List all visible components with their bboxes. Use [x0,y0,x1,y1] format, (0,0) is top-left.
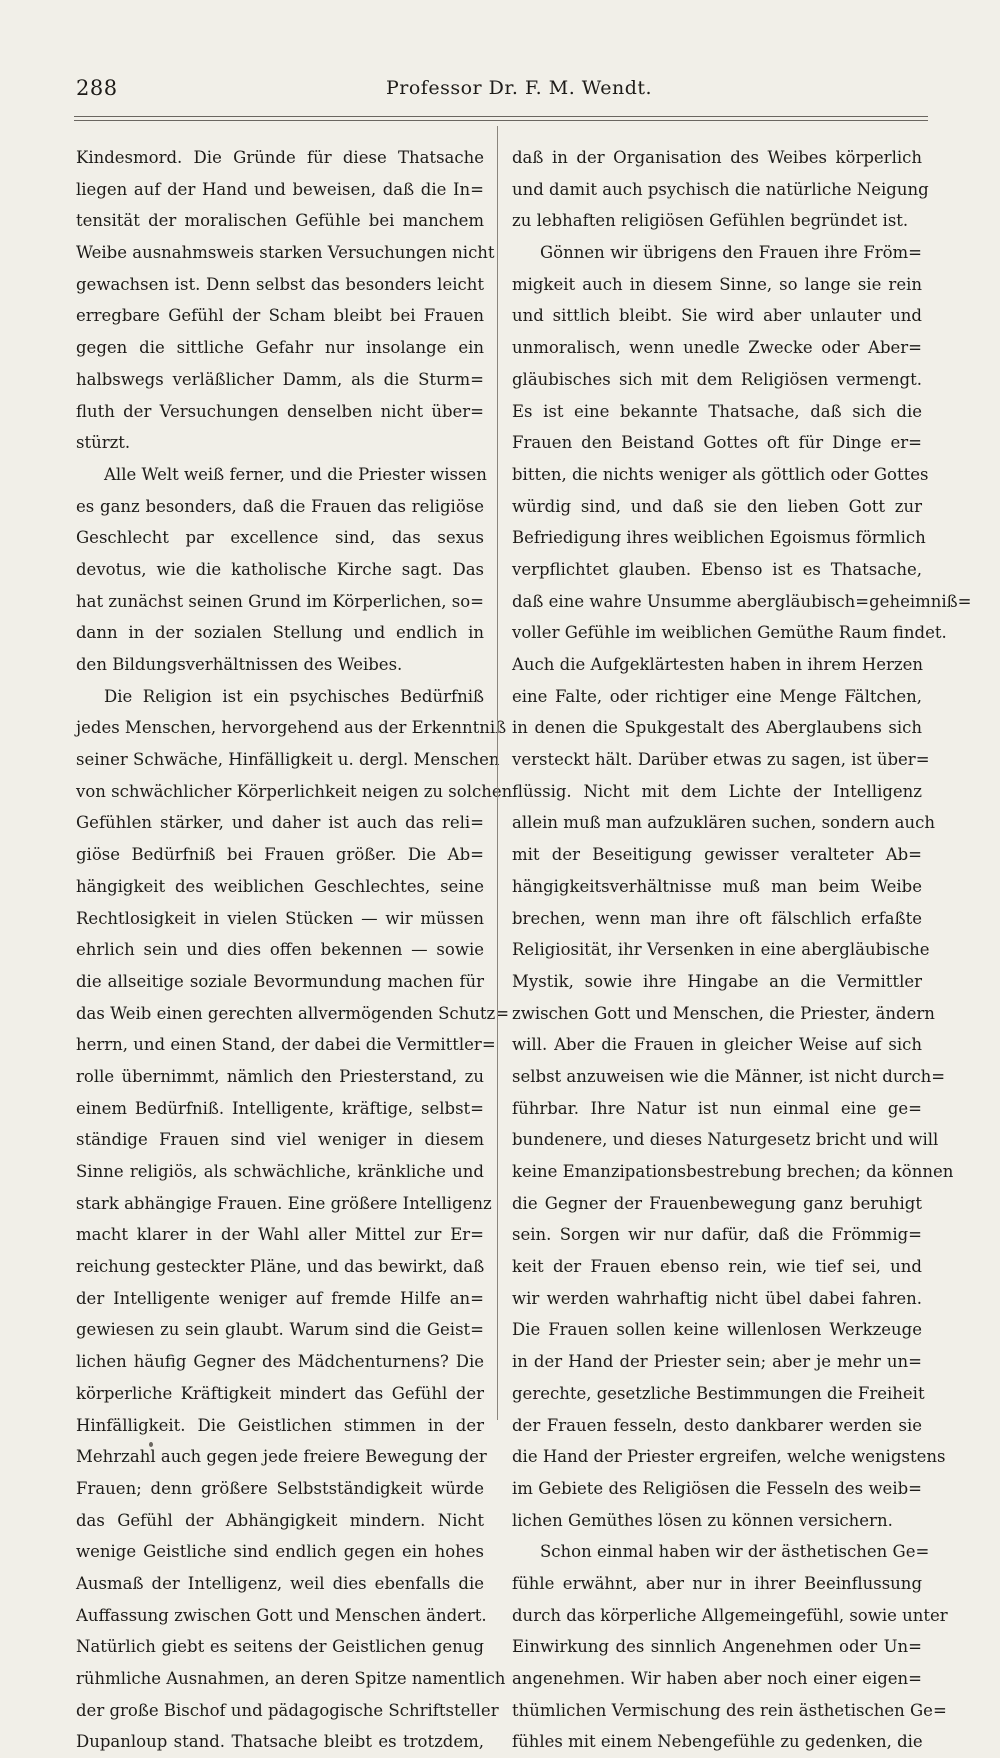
text-line: selbst anzuweisen wie die Männer, ist nicht durch= [512,1066,946,1086]
text-line: Frauen den Beistand Gottes oft für Dinge er= [512,433,922,453]
text-line: eine Falte, oder richtiger eine Menge Fältchen, [512,686,922,706]
text-line: angenehmen. Wir haben aber noch einer eigen= [512,1669,922,1688]
text-line: seiner Schwäche, Hinfälligkeit u. dergl. Menschen [76,750,500,770]
text-line: thümlichen Vermischung des rein ästhetischen Ge= [512,1700,947,1720]
text-line: liegen auf der Hand und beweisen, daß die In= [76,179,484,199]
text-line: hat zunächst seinen Grund im Körperlichen, so= [76,591,484,611]
text-line: bitten, die nichts weniger als göttlich oder Gottes [512,464,929,484]
text-line: sein. Sorgen wir nur dafür, daß die Frömmig= [512,1225,922,1245]
ink-speck [149,1442,153,1447]
text-line: Gefühlen stärker, und daher ist auch das reli= [76,813,484,833]
text-line: verpflichtet glauben. Ebenso ist es Thatsache, [512,559,922,579]
text-line: macht klarer in der Wahl aller Mittel zur Er= [76,1225,484,1245]
text-line: gläubisches sich mit dem Religiösen vermengt. [512,369,922,389]
text-line: lichen häufig Gegner des Mädchenturnens? Die [76,1352,484,1372]
text-line: tensität der moralischen Gefühle bei manchem [76,211,484,231]
text-line: allein muß man aufzuklären suchen, sondern auch [512,813,936,833]
text-line: jedes Menschen, hervorgehend aus der Erkenntniß [76,718,507,738]
text-line: einem Bedürfniß. Intelligente, kräftige, selbst= [76,1098,484,1118]
text-line: giöse Bedürfniß bei Frauen größer. Die Ab= [76,845,484,865]
header-rule [74,116,928,117]
text-line: Kindesmord. Die Gründe für diese Thatsache [76,148,484,167]
text-line: lichen Gemüthes lösen zu können versichern. [512,1510,893,1530]
text-line: gewachsen ist. Denn selbst das besonders leicht [76,274,484,294]
text-line: gegen die sittliche Gefahr nur insolange ein [76,338,484,358]
text-line: der Frauen fesseln, desto dankbarer werden sie [512,1415,922,1435]
text-line: erregbare Gefühl der Scham bleibt bei Frauen [76,306,484,326]
text-line: daß in der Organisation des Weibes körperlich [512,148,922,167]
text-line: wir werden wahrhaftig nicht übel dabei fahren. [512,1288,922,1308]
text-line: Schon einmal haben wir der ästhetischen Ge= [540,1542,930,1562]
text-line: Rechtlosigkeit in vielen Stücken — wir müssen [76,908,484,928]
text-line: und sittlich bleibt. Sie wird aber unlauter und [512,306,922,326]
text-line: hängigkeitsverhältnisse muß man beim Weibe [512,876,922,896]
text-line: keine Emanzipationsbestrebung brechen; da können [512,1162,954,1181]
text-line: stark abhängige Frauen. Eine größere Intelligenz [76,1193,492,1213]
text-line: das Gefühl der Abhängigkeit mindern. Nicht [76,1510,484,1530]
text-line: im Gebiete des Religiösen die Fesseln des weib= [512,1478,922,1498]
text-line: zu lebhaften religiösen Gefühlen begründet ist. [512,211,909,231]
left-column [76,142,513,1758]
text-line: stürzt. [76,433,131,453]
text-line: Auch die Aufgeklärtesten haben in ihrem Herzen [512,655,923,674]
text-line: Frauen; denn größere Selbstständigkeit würde [76,1478,484,1498]
text-line: herrn, und einen Stand, der dabei die Vermittler= [76,1035,496,1055]
running-head: Professor Dr. F. M. Wendt. [386,77,653,99]
text-line: Hinfälligkeit. Die Geistlichen stimmen in der [76,1415,484,1435]
text-line: Religiosität, ihr Versenken in eine abergläubische [512,940,930,960]
text-line: Geschlecht par excellence sind, das sexus [76,528,484,548]
text-line: gerechte, gesetzliche Bestimmungen die Freiheit [512,1383,925,1403]
text-line: keit der Frauen ebenso rein, wie tief sei, und [512,1257,922,1277]
text-line: hängigkeit des weiblichen Geschlechtes, seine [76,876,484,896]
text-line: rolle übernimmt, nämlich den Priesterstand, zu [76,1066,484,1086]
text-line: körperliche Kräftigkeit mindert das Gefühl der [76,1383,484,1403]
text-line: von schwächlicher Körperlichkeit neigen zu solchen [76,781,513,801]
text-line: Alle Welt weiß ferner, und die Priester wissen [104,464,487,484]
text-line: gewiesen zu sein glaubt. Warum sind die Geist= [76,1320,484,1340]
text-line: daß eine wahre Unsumme abergläubisch=geheimniß= [512,591,972,611]
text-line: es ganz besonders, daß die Frauen das religiöse [76,496,484,516]
text-line: mit der Beseitigung gewisser veralteter Ab= [512,845,922,865]
text-line: Die Frauen sollen keine willenlosen Werkzeuge [512,1320,922,1340]
text-line: brechen, wenn man ihre oft fälschlich erfaßte [512,908,922,928]
text-line: voller Gefühle im weiblichen Gemüthe Raum findet. [512,623,947,643]
text-line: Ausmaß der Intelligenz, weil dies ebenfalls die [76,1573,484,1593]
text-line: halbswegs verläßlicher Damm, als die Sturm= [76,369,484,389]
text-line: ständige Frauen sind viel weniger in diesem [76,1130,484,1150]
right-column [512,142,972,1758]
text-line: flüssig. Nicht mit dem Lichte der Intelligenz [512,781,922,801]
text-line: will. Aber die Frauen in gleicher Weise auf sich [512,1035,922,1055]
text-line: die Hand der Priester ergreifen, welche wenigstens [512,1447,946,1467]
text-line: Sinne religiös, als schwächliche, kränkliche und [76,1162,484,1181]
text-line: rühmliche Ausnahmen, an deren Spitze namentlich [76,1669,506,1688]
text-line: durch das körperliche Allgemeingefühl, sowie unter [512,1605,948,1625]
text-line: das Weib einen gerechten allvermögenden Schutz= [76,1003,510,1023]
text-line: die allseitige soziale Bevormundung machen für [76,971,484,991]
text-line: die Gegner der Frauenbewegung ganz beruhigt [512,1193,922,1213]
column-divider [497,126,498,1420]
text-line: den Bildungsverhältnissen des Weibes. [76,655,403,674]
text-line: in denen die Spukgestalt des Aberglaubens sich [512,718,922,738]
text-line: migkeit auch in diesem Sinne, so lange sie rein [512,274,922,294]
text-line: Einwirkung des sinnlich Angenehmen oder Un= [512,1637,922,1657]
text-line: Auffassung zwischen Gott und Menschen ändert. [76,1605,487,1625]
text-line: würdig sind, und daß sie den lieben Gott zur [512,496,922,516]
text-line: dann in der sozialen Stellung und endlich in [76,623,484,643]
text-line: fluth der Versuchungen denselben nicht über= [76,401,484,421]
text-line: Weibe ausnahmsweis starken Versuchungen nicht [76,243,495,263]
text-line: Mehrzahl auch gegen jede freiere Bewegung der [76,1447,487,1467]
text-line: ehrlich sein und dies offen bekennen — sowie [76,940,484,960]
text-line: Mystik, sowie ihre Hingabe an die Vermittler [512,971,922,991]
text-line: zwischen Gott und Menschen, die Priester, ändern [512,1003,935,1023]
text-line: Gönnen wir übrigens den Frauen ihre Fröm= [540,243,922,263]
text-line: versteckt hält. Darüber etwas zu sagen, ist über= [512,750,930,770]
text-line: fühles mit einem Nebengefühle zu gedenken, die [512,1732,923,1752]
text-line: in der Hand der Priester sein; aber je mehr un= [512,1352,922,1372]
text-line: wenige Geistliche sind endlich gegen ein hohes [76,1542,484,1562]
text-line: fühle erwähnt, aber nur in ihrer Beeinflussung [512,1573,922,1593]
page-number: 288 [76,76,118,100]
text-line: der große Bischof und pädagogische Schriftsteller [76,1700,499,1720]
text-line: unmoralisch, wenn unedle Zwecke oder Aber= [512,338,922,358]
text-line: Es ist eine bekannte Thatsache, daß sich die [512,401,922,421]
text-line: reichung gesteckter Pläne, und das bewirkt, daß [76,1257,485,1277]
text-line: bundenere, und dieses Naturgesetz bricht und will [512,1130,939,1150]
text-line: und damit auch psychisch die natürliche Neigung [512,179,929,199]
text-line: Befriedigung ihres weiblichen Egoismus förmlich [512,528,926,548]
text-line: Natürlich giebt es seitens der Geistlichen genug [76,1637,484,1657]
text-line: Dupanloup stand. Thatsache bleibt es trotzdem, [76,1732,484,1752]
header-rule-double [74,120,928,121]
text-line: devotus, wie die katholische Kirche sagt. Das [76,559,484,579]
text-line: führbar. Ihre Natur ist nun einmal eine ge= [512,1098,922,1118]
text-line: der Intelligente weniger auf fremde Hilfe an= [76,1288,484,1308]
text-line: Die Religion ist ein psychisches Bedürfniß [104,686,484,706]
